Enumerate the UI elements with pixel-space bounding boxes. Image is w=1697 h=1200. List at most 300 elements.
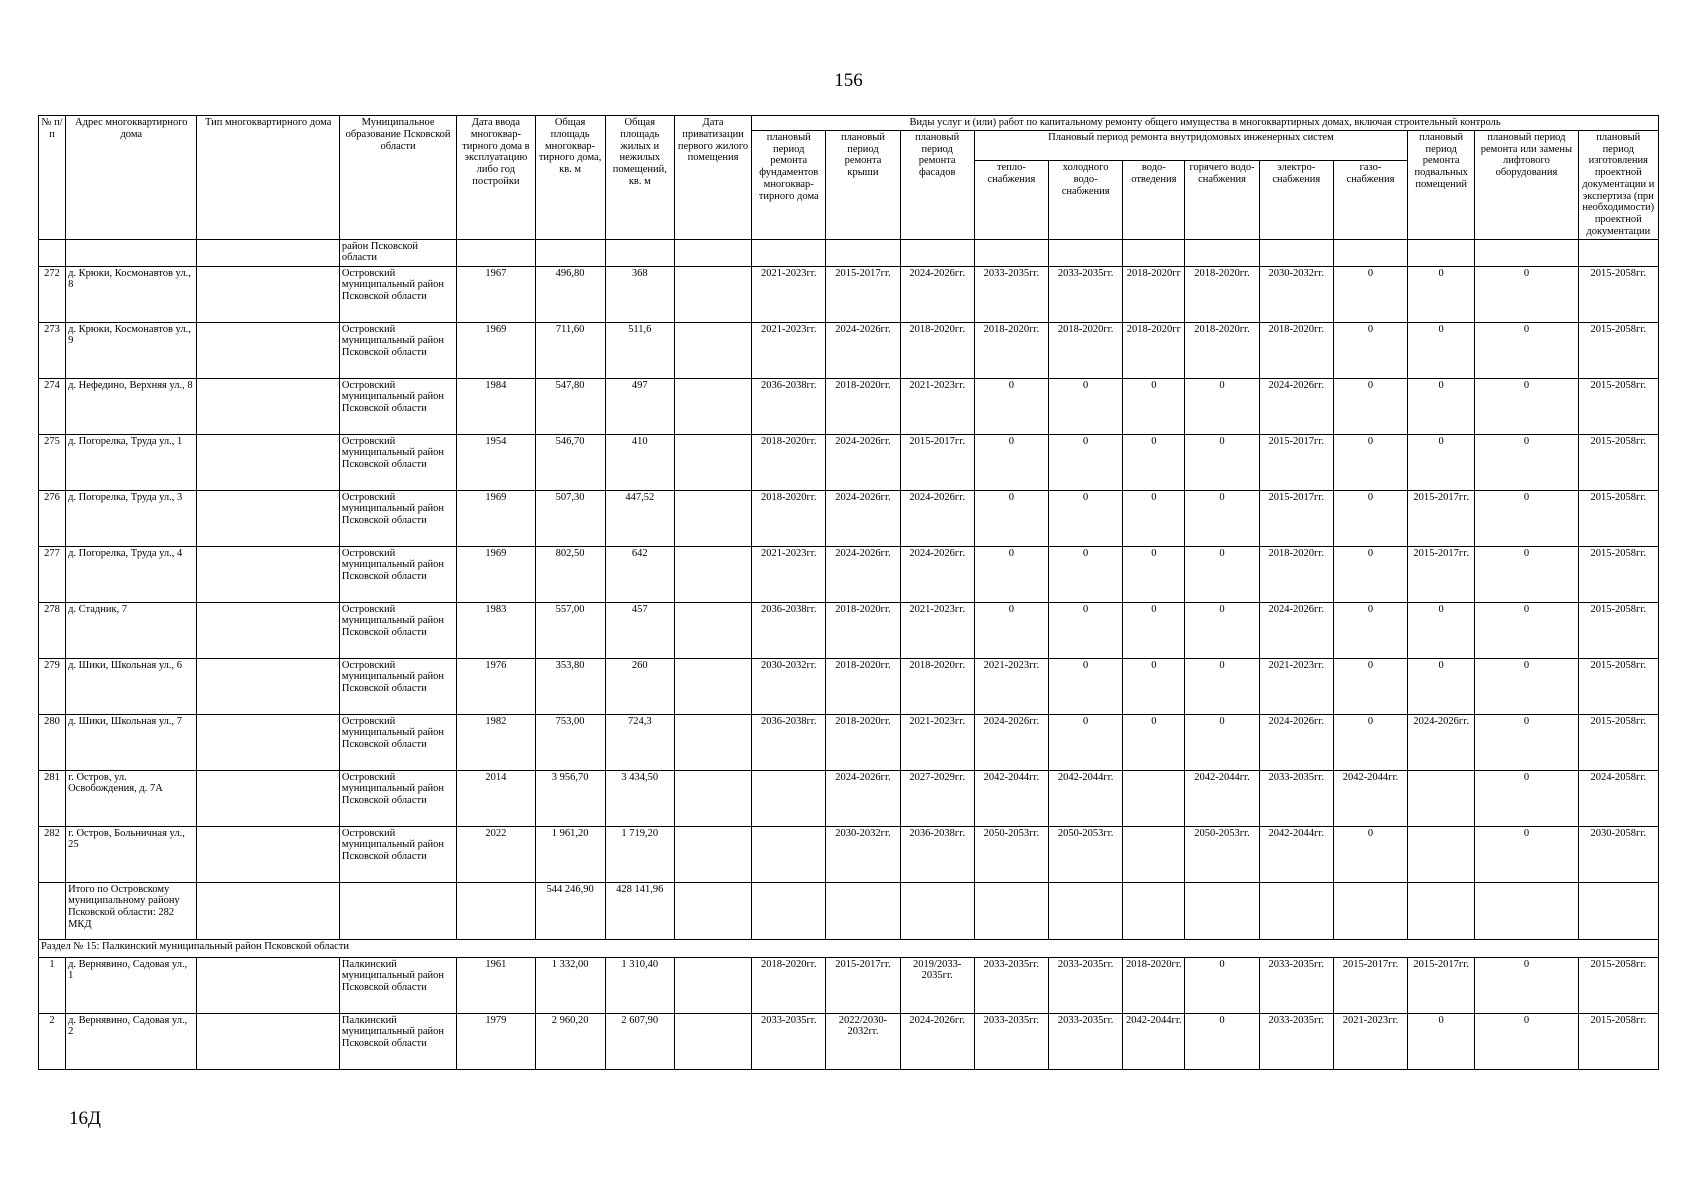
header-works-group: Виды услуг и (или) работ по капитальному ремонту общего имущества в многоквартирных домах, включая строительный контроль <box>752 116 1659 131</box>
table-row <box>39 658 1659 714</box>
cell-basement <box>1408 826 1475 882</box>
table-row <box>39 378 1659 434</box>
cell-total-area: 1 332,00 <box>535 957 605 1013</box>
cell-gas: 2021-2023гг. <box>1333 1013 1407 1069</box>
table-row <box>39 957 1659 1013</box>
cell-hot-water: 0 <box>1185 714 1259 770</box>
cell-electric: 2033-2035гг. <box>1259 957 1333 1013</box>
cell-total-area: 802,50 <box>535 546 605 602</box>
cell-num: 2 <box>39 1013 66 1069</box>
cell-hot-water: 0 <box>1185 602 1259 658</box>
cell-hot-water: 0 <box>1185 1013 1259 1069</box>
cell-address: г. Остров, ул. Освобождения, д. 7А <box>66 770 197 826</box>
cell-foundation: 2036-2038гг. <box>752 714 826 770</box>
cell-heat: 0 <box>974 434 1048 490</box>
table-header <box>39 116 1659 240</box>
table-body <box>39 239 1659 1069</box>
cell-privatization <box>674 602 751 658</box>
cell-sewer <box>1123 826 1185 882</box>
table-row <box>39 266 1659 322</box>
cell-design: 2015-2058гг. <box>1578 957 1658 1013</box>
cell-heat: 0 <box>974 602 1048 658</box>
cell-sewer: 2042-2044гг. <box>1123 1013 1185 1069</box>
cell-year: 1982 <box>457 714 535 770</box>
cell-elevator: 0 <box>1475 826 1578 882</box>
cell-elevator: 0 <box>1475 546 1578 602</box>
cell-living-area: 368 <box>605 266 674 322</box>
cell-basement: 0 <box>1408 1013 1475 1069</box>
cell-sewer: 0 <box>1123 490 1185 546</box>
cell-privatization <box>674 546 751 602</box>
table-row <box>39 770 1659 826</box>
cell-roof: 2024-2026гг. <box>826 434 900 490</box>
cell-cold-water: 0 <box>1049 490 1123 546</box>
cell-year: 1969 <box>457 490 535 546</box>
cell-year: 1961 <box>457 957 535 1013</box>
cell-municipality: Островский муниципальный район Псковской области <box>339 266 456 322</box>
header-facade: плановый период ремонта фасадов <box>900 130 974 239</box>
cell-total-area: 496,80 <box>535 266 605 322</box>
cell-total-area: 353,80 <box>535 658 605 714</box>
cell-total-area: 711,60 <box>535 322 605 378</box>
cell-num: 274 <box>39 378 66 434</box>
cell-gas: 0 <box>1333 490 1407 546</box>
cell-address: д. Стадник, 7 <box>66 602 197 658</box>
header-privatization-date: Дата приватизации первого жилого помещения <box>674 116 751 240</box>
cell-num: 278 <box>39 602 66 658</box>
cell-foundation <box>752 770 826 826</box>
cell-type <box>197 826 339 882</box>
cell-year: 1983 <box>457 602 535 658</box>
header-type: Тип многоквартирного дома <box>197 116 339 240</box>
cell-design: 2015-2058гг. <box>1578 490 1658 546</box>
cell-hot-water: 0 <box>1185 490 1259 546</box>
header-hot-water: горячего водо-снабжения <box>1185 161 1259 240</box>
cell-basement: 2015-2017гг. <box>1408 490 1475 546</box>
cell-address: д. Шики, Школьная ул., 7 <box>66 714 197 770</box>
cell-address: д. Шики, Школьная ул., 6 <box>66 658 197 714</box>
cell-address: д. Крюки, Космонавтов ул., 9 <box>66 322 197 378</box>
cell-address: д. Нефедино, Верхняя ул., 8 <box>66 378 197 434</box>
cell-heat: 2042-2044гг. <box>974 770 1048 826</box>
cell-foundation: 2030-2032гг. <box>752 658 826 714</box>
cell-electric: 2018-2020гг. <box>1259 322 1333 378</box>
cell-gas: 0 <box>1333 434 1407 490</box>
cell-electric: 2033-2035гг. <box>1259 770 1333 826</box>
cell-municipality: Островский муниципальный район Псковской области <box>339 546 456 602</box>
cell-basement: 0 <box>1408 658 1475 714</box>
cell-living-area: 447,52 <box>605 490 674 546</box>
cell-sewer: 2018-2020гг <box>1123 322 1185 378</box>
cell-cold-water: 0 <box>1049 714 1123 770</box>
cell-elevator: 0 <box>1475 378 1578 434</box>
cell-facade: 2015-2017гг. <box>900 434 974 490</box>
cell-elevator: 0 <box>1475 770 1578 826</box>
cell-privatization <box>674 770 751 826</box>
cell-total-area: 1 961,20 <box>535 826 605 882</box>
cell-privatization <box>674 658 751 714</box>
cell-foundation: 2021-2023гг. <box>752 266 826 322</box>
cell-sewer: 2018-2020гг. <box>1123 957 1185 1013</box>
cell-foundation: 2036-2038гг. <box>752 378 826 434</box>
cell-num: 280 <box>39 714 66 770</box>
cell-num: 275 <box>39 434 66 490</box>
cell-privatization <box>674 266 751 322</box>
header-gas: газо-снабжения <box>1333 161 1407 240</box>
cell-roof: 2018-2020гг. <box>826 602 900 658</box>
cell-elevator: 0 <box>1475 434 1578 490</box>
cell-privatization <box>674 378 751 434</box>
capital-repair-table <box>38 115 1659 1070</box>
cell-design: 2015-2058гг. <box>1578 546 1658 602</box>
cell-foundation: 2021-2023гг. <box>752 546 826 602</box>
cell-heat: 2033-2035гг. <box>974 266 1048 322</box>
cell-municipality: Островский муниципальный район Псковской области <box>339 658 456 714</box>
cell-cold-water: 0 <box>1049 658 1123 714</box>
cell-living-area: 511,6 <box>605 322 674 378</box>
cell-design: 2015-2058гг. <box>1578 714 1658 770</box>
cell-type <box>197 490 339 546</box>
cell-sewer: 0 <box>1123 434 1185 490</box>
cell-address: д. Погорелка, Труда ул., 1 <box>66 434 197 490</box>
cell-hot-water: 0 <box>1185 658 1259 714</box>
cell-address: д. Крюки, Космонавтов ул., 8 <box>66 266 197 322</box>
cell-facade: 2027-2029гг. <box>900 770 974 826</box>
cell-cold-water: 2033-2035гг. <box>1049 1013 1123 1069</box>
cell-year: 1984 <box>457 378 535 434</box>
cell-type <box>197 658 339 714</box>
cell-design: 2015-2058гг. <box>1578 658 1658 714</box>
cell-basement: 2015-2017гг. <box>1408 546 1475 602</box>
cell-foundation: 2018-2020гг. <box>752 434 826 490</box>
cell-living-area: 410 <box>605 434 674 490</box>
cell-total-area: 753,00 <box>535 714 605 770</box>
cell-type <box>197 957 339 1013</box>
cell-privatization <box>674 490 751 546</box>
cell-gas: 0 <box>1333 378 1407 434</box>
cell-design: 2015-2058гг. <box>1578 266 1658 322</box>
cell-gas: 2015-2017гг. <box>1333 957 1407 1013</box>
cell-total-area: 2 960,20 <box>535 1013 605 1069</box>
header-commission-date: Дата ввода многоквар-тирного дома в эксплуатацию либо год постройки <box>457 116 535 240</box>
cell-elevator: 0 <box>1475 322 1578 378</box>
cell-roof: 2018-2020гг. <box>826 714 900 770</box>
cell-municipality: Палкинский муниципальный район Псковской области <box>339 1013 456 1069</box>
cell-design: 2015-2058гг. <box>1578 602 1658 658</box>
cell-electric: 2024-2026гг. <box>1259 602 1333 658</box>
cell-living-area: 497 <box>605 378 674 434</box>
cell-living-area: 1 719,20 <box>605 826 674 882</box>
cell-hot-water: 2050-2053гг. <box>1185 826 1259 882</box>
cell-sewer: 0 <box>1123 378 1185 434</box>
header-heat: тепло-снабжения <box>974 161 1048 240</box>
cell-privatization <box>674 434 751 490</box>
cell-facade: 2024-2026гг. <box>900 546 974 602</box>
cell-type <box>197 322 339 378</box>
header-address: Адрес многоквартирного дома <box>66 116 197 240</box>
header-foundation: плановый период ремонта фундаментов многоквар-тирного дома <box>752 130 826 239</box>
header-cold-water: холодного водо-снабжения <box>1049 161 1123 240</box>
cell-living-area: 3 434,50 <box>605 770 674 826</box>
cell-roof: 2015-2017гг. <box>826 266 900 322</box>
cell-foundation: 2033-2035гг. <box>752 1013 826 1069</box>
cell-num: 281 <box>39 770 66 826</box>
cell-facade: 2018-2020гг. <box>900 322 974 378</box>
table-row <box>39 1013 1659 1069</box>
cell-privatization <box>674 957 751 1013</box>
cell-num: 272 <box>39 266 66 322</box>
cell-roof: 2024-2026гг. <box>826 322 900 378</box>
footer-mark: 16Д <box>69 1108 101 1129</box>
table-row <box>39 546 1659 602</box>
cell-basement: 0 <box>1408 322 1475 378</box>
cell-type <box>197 714 339 770</box>
cell-cold-water: 0 <box>1049 434 1123 490</box>
cell-elevator: 0 <box>1475 714 1578 770</box>
cell-type <box>197 546 339 602</box>
cell-cold-water: 0 <box>1049 546 1123 602</box>
cell-gas: 0 <box>1333 266 1407 322</box>
total-area-sum: 544 246,90 <box>535 882 605 939</box>
cell-cold-water: 0 <box>1049 378 1123 434</box>
cell-hot-water: 0 <box>1185 434 1259 490</box>
cell-living-area: 1 310,40 <box>605 957 674 1013</box>
page-number: 156 <box>834 70 863 91</box>
cell-type <box>197 378 339 434</box>
cell-electric: 2015-2017гг. <box>1259 490 1333 546</box>
cell-municipality: Островский муниципальный район Псковской области <box>339 434 456 490</box>
cell-elevator: 0 <box>1475 266 1578 322</box>
cell-heat: 0 <box>974 378 1048 434</box>
cell-year: 1969 <box>457 322 535 378</box>
cell-year: 1979 <box>457 1013 535 1069</box>
cell-basement: 2015-2017гг. <box>1408 957 1475 1013</box>
continuation-municipality: район Псковской области <box>339 239 456 266</box>
cell-municipality: Островский муниципальный район Псковской области <box>339 826 456 882</box>
cell-facade: 2024-2026гг. <box>900 490 974 546</box>
cell-foundation: 2018-2020гг. <box>752 490 826 546</box>
cell-year: 2022 <box>457 826 535 882</box>
table-row <box>39 434 1659 490</box>
cell-gas: 0 <box>1333 714 1407 770</box>
cell-privatization <box>674 1013 751 1069</box>
cell-basement <box>1408 770 1475 826</box>
header-living-area: Общая площадь жилых и нежилых помещений, кв. м <box>605 116 674 240</box>
cell-heat: 2024-2026гг. <box>974 714 1048 770</box>
cell-facade: 2019/2033-2035гг. <box>900 957 974 1013</box>
cell-num: 273 <box>39 322 66 378</box>
cell-privatization <box>674 714 751 770</box>
cell-address: д. Вернявино, Садовая ул., 1 <box>66 957 197 1013</box>
cell-municipality: Островский муниципальный район Псковской области <box>339 378 456 434</box>
header-sewer: водо-отведения <box>1123 161 1185 240</box>
cell-municipality: Островский муниципальный район Псковской области <box>339 490 456 546</box>
cell-design: 2015-2058гг. <box>1578 1013 1658 1069</box>
cell-facade: 2021-2023гг. <box>900 714 974 770</box>
cell-total-area: 507,30 <box>535 490 605 546</box>
cell-design: 2015-2058гг. <box>1578 378 1658 434</box>
cell-type <box>197 770 339 826</box>
cell-municipality: Палкинский муниципальный район Псковской области <box>339 957 456 1013</box>
cell-facade: 2024-2026гг. <box>900 266 974 322</box>
cell-gas: 2042-2044гг. <box>1333 770 1407 826</box>
header-electric: электро-снабжения <box>1259 161 1333 240</box>
cell-privatization <box>674 322 751 378</box>
cell-electric: 2018-2020гг. <box>1259 546 1333 602</box>
cell-heat: 2033-2035гг. <box>974 957 1048 1013</box>
cell-facade: 2021-2023гг. <box>900 602 974 658</box>
cell-basement: 2024-2026гг. <box>1408 714 1475 770</box>
cell-roof: 2030-2032гг. <box>826 826 900 882</box>
header-municipality: Муниципальное образование Псковской области <box>339 116 456 240</box>
section-row <box>39 939 1659 957</box>
cell-municipality: Островский муниципальный район Псковской области <box>339 714 456 770</box>
cell-cold-water: 2050-2053гг. <box>1049 826 1123 882</box>
cell-gas: 0 <box>1333 658 1407 714</box>
cell-design: 2015-2058гг. <box>1578 322 1658 378</box>
cell-cold-water: 2042-2044гг. <box>1049 770 1123 826</box>
cell-living-area: 260 <box>605 658 674 714</box>
cell-elevator: 0 <box>1475 957 1578 1013</box>
cell-electric: 2030-2032гг. <box>1259 266 1333 322</box>
cell-elevator: 0 <box>1475 1013 1578 1069</box>
cell-sewer: 0 <box>1123 658 1185 714</box>
cell-hot-water: 2042-2044гг. <box>1185 770 1259 826</box>
cell-year: 1969 <box>457 546 535 602</box>
cell-gas: 0 <box>1333 322 1407 378</box>
cell-basement: 0 <box>1408 266 1475 322</box>
table-row <box>39 826 1659 882</box>
cell-living-area: 642 <box>605 546 674 602</box>
cell-gas: 0 <box>1333 546 1407 602</box>
cell-total-area: 547,80 <box>535 378 605 434</box>
table-row <box>39 714 1659 770</box>
cell-cold-water: 2033-2035гг. <box>1049 957 1123 1013</box>
cell-heat: 2021-2023гг. <box>974 658 1048 714</box>
cell-facade: 2036-2038гг. <box>900 826 974 882</box>
cell-elevator: 0 <box>1475 490 1578 546</box>
cell-elevator: 0 <box>1475 602 1578 658</box>
cell-electric: 2021-2023гг. <box>1259 658 1333 714</box>
cell-address: г. Остров, Больничная ул., 25 <box>66 826 197 882</box>
cell-type <box>197 1013 339 1069</box>
cell-address: д. Вернявино, Садовая ул., 2 <box>66 1013 197 1069</box>
cell-gas: 0 <box>1333 826 1407 882</box>
cell-municipality: Островский муниципальный район Псковской области <box>339 770 456 826</box>
header-engineering-group: Плановый период ремонта внутридомовых инженерных систем <box>974 130 1407 160</box>
cell-design: 2024-2058гг. <box>1578 770 1658 826</box>
cell-sewer: 0 <box>1123 714 1185 770</box>
cell-cold-water: 2033-2035гг. <box>1049 266 1123 322</box>
cell-electric: 2024-2026гг. <box>1259 378 1333 434</box>
cell-year: 1967 <box>457 266 535 322</box>
cell-basement: 0 <box>1408 602 1475 658</box>
cell-electric: 2024-2026гг. <box>1259 714 1333 770</box>
cell-foundation: 2036-2038гг. <box>752 602 826 658</box>
cell-sewer: 0 <box>1123 602 1185 658</box>
cell-facade: 2018-2020гг. <box>900 658 974 714</box>
cell-sewer <box>1123 770 1185 826</box>
cell-electric: 2015-2017гг. <box>1259 434 1333 490</box>
total-label: Итого по Островскому муниципальному району Псковской области: 282 МКД <box>66 882 197 939</box>
cell-sewer: 0 <box>1123 546 1185 602</box>
cell-heat: 2018-2020гг. <box>974 322 1048 378</box>
cell-num: 277 <box>39 546 66 602</box>
table-row <box>39 322 1659 378</box>
header-total-area: Общая площадь многоквар-тирного дома, кв. м <box>535 116 605 240</box>
cell-hot-water: 0 <box>1185 957 1259 1013</box>
cell-foundation: 2018-2020гг. <box>752 957 826 1013</box>
table-row <box>39 490 1659 546</box>
cell-hot-water: 2018-2020гг. <box>1185 322 1259 378</box>
cell-living-area: 2 607,90 <box>605 1013 674 1069</box>
cell-sewer: 2018-2020гг <box>1123 266 1185 322</box>
cell-num: 1 <box>39 957 66 1013</box>
cell-elevator: 0 <box>1475 658 1578 714</box>
cell-num: 282 <box>39 826 66 882</box>
cell-roof: 2024-2026гг. <box>826 490 900 546</box>
cell-total-area: 3 956,70 <box>535 770 605 826</box>
total-row <box>39 882 1659 939</box>
cell-facade: 2021-2023гг. <box>900 378 974 434</box>
cell-heat: 2033-2035гг. <box>974 1013 1048 1069</box>
cell-cold-water: 0 <box>1049 602 1123 658</box>
cell-design: 2015-2058гг. <box>1578 434 1658 490</box>
cell-year: 2014 <box>457 770 535 826</box>
cell-num: 279 <box>39 658 66 714</box>
continuation-row <box>39 239 1659 266</box>
cell-design: 2030-2058гг. <box>1578 826 1658 882</box>
header-design: плановый период изготовления проектной документации и экспертиза (при необходимости) проектной документации <box>1578 130 1658 239</box>
cell-facade: 2024-2026гг. <box>900 1013 974 1069</box>
cell-roof: 2024-2026гг. <box>826 770 900 826</box>
cell-address: д. Погорелка, Труда ул., 4 <box>66 546 197 602</box>
table-row <box>39 602 1659 658</box>
section-title: Раздел № 15: Палкинский муниципальный район Псковской области <box>39 939 1659 957</box>
cell-year: 1954 <box>457 434 535 490</box>
header-num: № п/п <box>39 116 66 240</box>
cell-hot-water: 2018-2020гг. <box>1185 266 1259 322</box>
header-roof: плановый период ремонта крыши <box>826 130 900 239</box>
cell-hot-water: 0 <box>1185 378 1259 434</box>
cell-total-area: 546,70 <box>535 434 605 490</box>
cell-year: 1976 <box>457 658 535 714</box>
living-area-sum: 428 141,96 <box>605 882 674 939</box>
cell-municipality: Островский муниципальный район Псковской области <box>339 602 456 658</box>
cell-electric: 2042-2044гг. <box>1259 826 1333 882</box>
header-basement: плановый период ремонта подвальных помещений <box>1408 130 1475 239</box>
cell-roof: 2015-2017гг. <box>826 957 900 1013</box>
cell-electric: 2033-2035гг. <box>1259 1013 1333 1069</box>
cell-roof: 2018-2020гг. <box>826 658 900 714</box>
cell-total-area: 557,00 <box>535 602 605 658</box>
cell-heat: 0 <box>974 546 1048 602</box>
cell-roof: 2022/2030-2032гг. <box>826 1013 900 1069</box>
cell-foundation: 2021-2023гг. <box>752 322 826 378</box>
cell-privatization <box>674 826 751 882</box>
cell-address: д. Погорелка, Труда ул., 3 <box>66 490 197 546</box>
cell-basement: 0 <box>1408 434 1475 490</box>
cell-cold-water: 2018-2020гг. <box>1049 322 1123 378</box>
cell-foundation <box>752 826 826 882</box>
cell-type <box>197 434 339 490</box>
cell-heat: 0 <box>974 490 1048 546</box>
cell-gas: 0 <box>1333 602 1407 658</box>
cell-num: 276 <box>39 490 66 546</box>
cell-heat: 2050-2053гг. <box>974 826 1048 882</box>
cell-type <box>197 602 339 658</box>
cell-basement: 0 <box>1408 378 1475 434</box>
